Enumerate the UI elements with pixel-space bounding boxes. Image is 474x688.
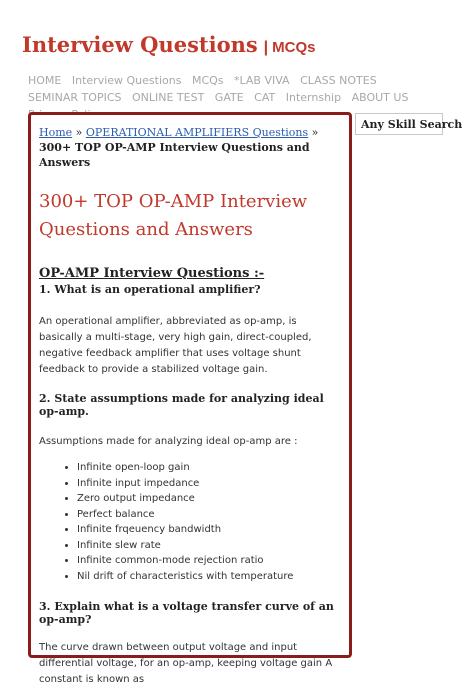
list-item: • Infinite open-loop gain (77, 460, 341, 476)
site-title[interactable] (22, 32, 316, 57)
answer-2-intro: Assumptions made for analyzing ideal op-amp are : (39, 436, 298, 447)
question-2: 2. State assumptions made for analyzing ideal op-amp. (39, 392, 324, 418)
nav-item-mcqs[interactable]: MCQs (191, 74, 224, 87)
nav-item-about-us[interactable]: ABOUT US (351, 91, 409, 104)
list-item: • Perfect balance (77, 507, 341, 523)
assumptions-list (39, 460, 341, 584)
breadcrumb-separator: » (311, 126, 319, 139)
nav-item-lab-viva[interactable]: *LAB VIVA (234, 74, 290, 87)
post-content-box (28, 112, 352, 685)
list-item: • Infinite common-mode rejection ratio (77, 553, 341, 569)
nav-item-interview-questions[interactable]: Interview Questions (71, 74, 182, 87)
breadcrumb-current: 300+ TOP OP-AMP Interview Questions and Answers (39, 141, 310, 169)
section-heading: OP-AMP Interview Questions :- (39, 266, 265, 281)
breadcrumb-separator: » (75, 126, 83, 139)
list-item: • Zero output impedance (77, 491, 341, 507)
nav-item-seminar-topics[interactable]: SEMINAR TOPICS (28, 91, 122, 104)
nav-item-home[interactable]: HOME (28, 74, 62, 87)
list-item: • Nil drift of characteristics with temperature (77, 569, 341, 585)
answer-3: The curve drawn between output voltage and input differential voltage, for an op-amp, keeping voltage gain A constant is known as (39, 642, 333, 685)
nav-item-class-notes[interactable]: CLASS NOTES (300, 74, 377, 87)
breadcrumb-category-link[interactable]: OPERATIONAL AMPLIFIERS Questions (85, 126, 309, 139)
post-title: 300+ TOP OP-AMP Interview Questions and Answers (39, 191, 308, 240)
nav-item-internship[interactable]: Internship (285, 91, 342, 104)
brand-separator: | (263, 39, 269, 56)
nav-item-gate[interactable]: GATE (214, 91, 244, 104)
breadcrumb-home-link[interactable]: Home (39, 126, 73, 139)
sidebar-search-box[interactable]: Any Skill Search (355, 113, 443, 135)
question-3: 3. Explain what is a voltage transfer curve of an op-amp? (39, 600, 334, 626)
breadcrumb (39, 125, 341, 170)
answer-1: An operational amplifier, abbreviated as op-amp, is basically a multi-stage, very high gain, direct-coupled, negative feedback amplifier that uses voltage shunt feedback to provide a stabilized voltage gain. (39, 316, 312, 375)
list-item: • Infinite input impedance (77, 476, 341, 492)
brand-mcqs-link[interactable]: MCQs (272, 39, 316, 56)
question-1: 1. What is an operational amplifier? (39, 283, 261, 296)
site-brand[interactable]: Interview Questions (22, 32, 258, 57)
nav-item-cat[interactable]: CAT (254, 91, 276, 104)
nav-item-online-test[interactable]: ONLINE TEST (131, 91, 205, 104)
list-item: • Infinite slew rate (77, 538, 341, 554)
list-item: • Infinite frqeuency bandwidth (77, 522, 341, 538)
